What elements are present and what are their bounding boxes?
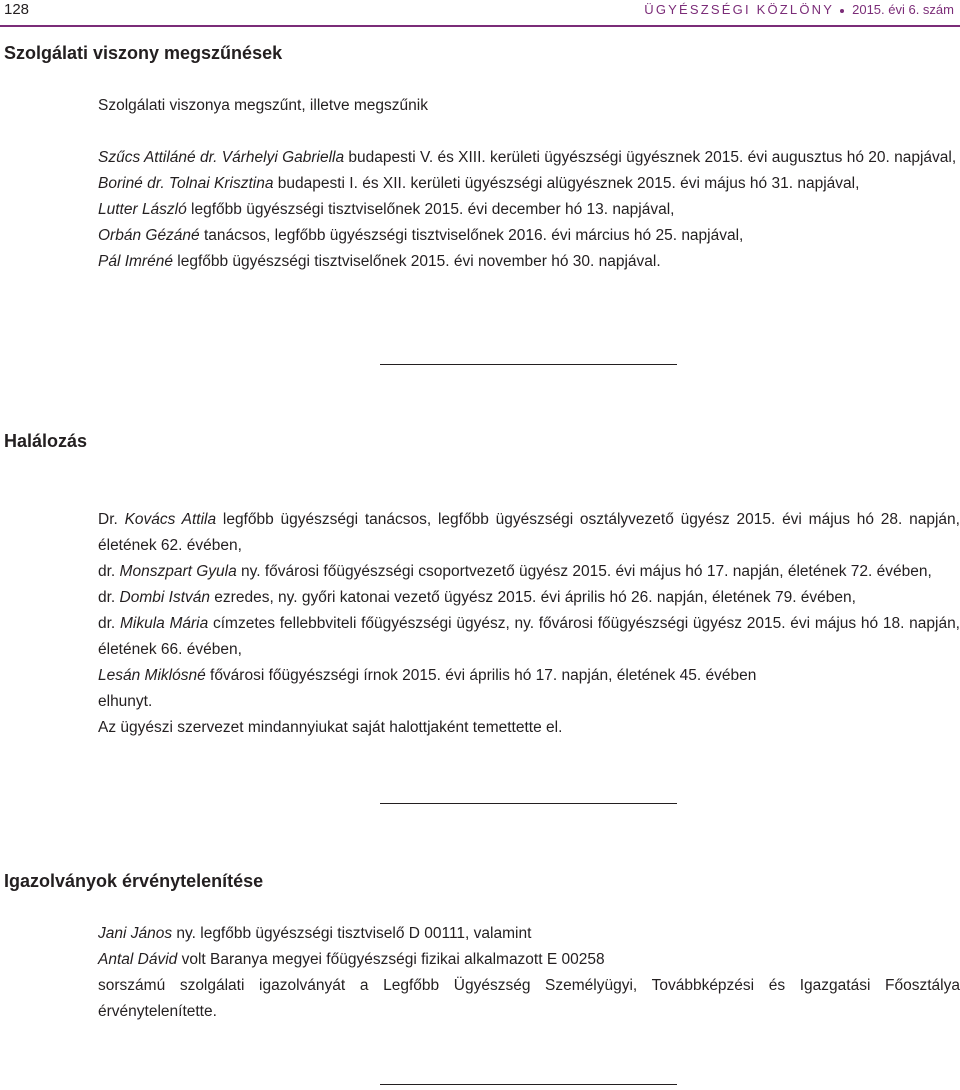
list-item (98, 663, 960, 689)
list-item (98, 249, 960, 275)
person-name: Pál Imréné (98, 253, 173, 270)
person-name: Mikula Mária (119, 615, 209, 632)
person-name: Monszpart Gyula (119, 563, 237, 580)
title-prefix: Dr. (98, 511, 125, 528)
deaths-list (98, 507, 960, 741)
person-name: Boriné dr. Tolnai Krisztina (98, 175, 274, 192)
person-name: Kovács Attila (124, 511, 217, 528)
section-divider (380, 1084, 677, 1085)
section-title-id-cards: Igazolványok érvénytelenítése (4, 871, 264, 891)
entry-text: ezredes, ny. győri katonai vezető ügyész 2015. évi április hó 26. napján, életének 79. évében, (210, 589, 856, 606)
list-item (98, 921, 960, 947)
list-item (98, 585, 960, 611)
separator-dot-icon (840, 9, 844, 13)
id-cards-list (98, 921, 960, 1025)
person-name: Dombi István (119, 589, 210, 606)
terminations-intro (98, 93, 960, 119)
entry-text: legfőbb ügyészségi tisztviselőnek 2015. évi december hó 13. napjával, (186, 201, 675, 218)
section-title-terminations: Szolgálati viszony megszűnések (4, 43, 283, 63)
closing-text: elhunyt. (98, 693, 153, 710)
entry-text: címzetes fellebbviteli főügyészségi ügyész, ny. fővárosi főügyészségi ügyész 2015. évi május hó 18. napján, életének 66. évében, (98, 615, 960, 658)
list-item (98, 559, 960, 585)
page-header (0, 0, 960, 26)
entry-text: ny. fővárosi főügyészségi csoportvezető ügyész 2015. évi május hó 17. napján, életének 72. évében, (236, 563, 932, 580)
title-prefix: dr. (98, 589, 120, 606)
entry-text: legfőbb ügyészségi tanácsos, legfőbb ügyészségi osztályvezető ügyész 2015. évi május hó 28. napján, életének 62. évében, (98, 511, 960, 554)
list-item (98, 611, 960, 663)
entry-text: budapesti I. és XII. kerületi ügyészségi alügyésznek 2015. évi május hó 31. napjával, (273, 175, 860, 192)
person-name: Szűcs Attiláné dr. Várhelyi Gabriella (98, 149, 345, 166)
entry-text: fővárosi főügyészségi írnok 2015. évi április hó 17. napján, életének 45. évében (205, 667, 757, 684)
title-prefix: dr. (98, 615, 120, 632)
issue-number: 2015. évi 6. szám (852, 2, 954, 17)
person-name: Orbán Gézáné (98, 227, 200, 244)
title-prefix: dr. (98, 563, 120, 580)
page-number: 128 (4, 1, 30, 18)
entry-text: ny. legfőbb ügyészségi tisztviselő D 00111, valamint (172, 925, 532, 942)
person-name: Jani János (98, 925, 173, 942)
intro-text: Szolgálati viszonya megszűnt, illetve megszűnik (98, 97, 428, 114)
person-name: Lesán Miklósné (98, 667, 206, 684)
list-item (98, 223, 960, 249)
section-divider (380, 803, 677, 804)
person-name: Antal Dávid (98, 951, 178, 968)
list-item (98, 145, 960, 171)
closing-text: Az ügyészi szervezet mindannyiukat saját halottjaként temettette el. (98, 719, 563, 736)
list-item (98, 507, 960, 559)
entry-text: budapesti V. és XIII. kerületi ügyészségi ügyésznek 2015. évi augusztus hó 20. napjával, (344, 149, 957, 166)
journal-title: ÜGYÉSZSÉGI KÖZLÖNY (644, 2, 835, 17)
entry-text: tanácsos, legfőbb ügyészségi tisztviselőnek 2016. évi március hó 25. napjával, (199, 227, 744, 244)
header-rule (0, 25, 960, 27)
section-divider (380, 364, 677, 365)
entry-text: volt Baranya megyei főügyészségi fizikai alkalmazott E 00258 (177, 951, 605, 968)
running-header (644, 2, 954, 17)
entry-text: legfőbb ügyészségi tisztviselőnek 2015. évi november hó 30. napjával. (172, 253, 661, 270)
list-item (98, 171, 960, 197)
list-item (98, 197, 960, 223)
person-name: Lutter László (98, 201, 187, 218)
section-title-deaths: Halálozás (4, 431, 88, 451)
closing-text: sorszámú szolgálati igazolványát a Legfőbb Ügyészség Személyügyi, Továbbképzési és Igazgatási Főosztálya érvénytelenítette. (98, 977, 960, 1020)
list-item (98, 947, 960, 973)
terminations-list (98, 145, 960, 275)
